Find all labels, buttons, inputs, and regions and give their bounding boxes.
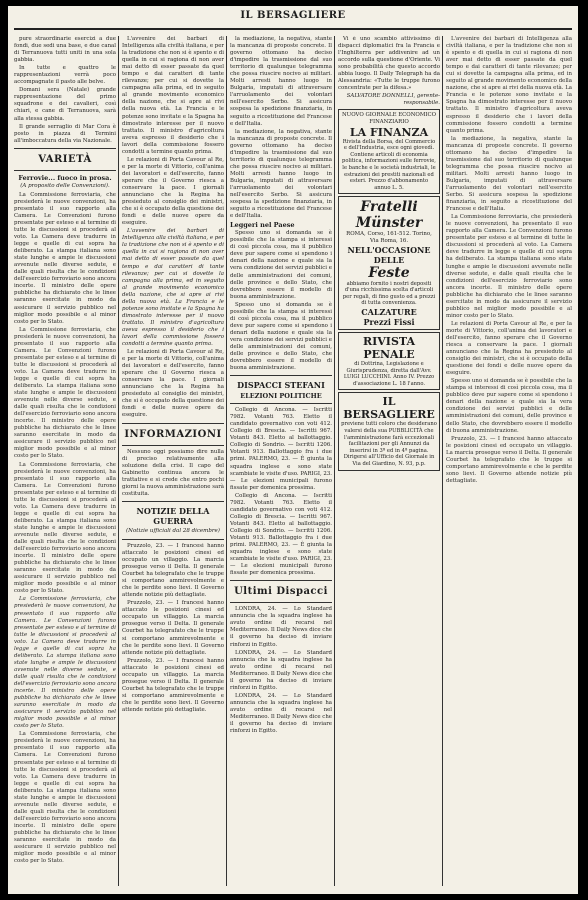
continuation-text: La Commissione ferroviaria, che presiederà le nuove convenzioni, ha presentato il suo rapporto alla Camera. Le Convenzioni furono presentate per esteso e al termine di tutte le discussioni si procederà al voto. La Camera deve tradurre in legge e quelle di cui sopra ha deliberato. La stampa italiana sono state lunghe e ampie le discussioni avvenute nelle diverse sedute, e dalle quali risulta che le condizioni dell'esercizio ferroviario sono ancora incerte. Il ministro delle opere pubbliche ha dichiarato che le linee saranno esercitate in modo da assicurare il servizio pubblico nel miglior modo possibile e al minor costo per lo Stato. [446, 214, 572, 319]
masthead-rule [14, 28, 572, 30]
article-body: la mediazione, la negativa, stante la mancanza di proposte concrete. Il governo ottomano ha deciso d'impedire la trasmissione dal suo territorio di qualunque telegramma che possa riuscire nocivo ai militari. Molti arresti hanno luogo in Bulgaria, imputati di attraversare l'arruolamento dei volontari nell'esercito Serbo. Si assicura sospesa la spedizione finanziaria, in seguito a ricostituzione del Francese e dell'Italia. [230, 36, 332, 127]
ad-rivista-penale [338, 332, 440, 390]
article-body-cont: L'avvenire dei barbari di Intelligenza alla civiltà italiana, e per la tradizione che non si è spento e di quella in cui si ragiona di non aver mai detto di esser passate da quel tempo e dai caratteri di tante rilevanze; per cui si dovette la campagna alla prima, ed in seguito al grande movimento economico della nazione, che si apre ai rivi della nuova età. La Francia e le potenze sono invitate e la Spagna ha dimostrato interesse per il nuovo trattato. Il ministro d'agricoltura aveva espresso il desiderio che i lavori della commissione fossero condotti a termine quanto prima. [122, 228, 224, 348]
section-divider [230, 580, 332, 603]
ad-body: abbiamo fornito i nostri depositi d'una ricchissima scelta d'articoli per regali, di fino gusto ed a prezzi di tutta convenienza. [342, 280, 436, 307]
article-paragraph: Domani sera (Natale) grande rappresentazione del primo squadrone e dei cavalieri, così chiari, e cane di Terranuova, sarà alla stessa gabbia. [14, 87, 116, 122]
article-body: L'avvenire dei barbari di Intelligenza alla civiltà italiana, e per la tradizione che non si è spento e di quella in cui si ragiona di non aver mai detto di esser passate da quel tempo e dai caratteri di tante rilevanze; per cui si dovette la campagna alla prima, ed in seguito al grande movimento economico della nazione, che si apre ai rivi della nuova età. La Francia e le potenze sono invitate e la Spagna ha dimostrato interesse per il nuovo trattato. Il ministro d'agricoltura aveva espresso il desiderio che i lavori della commissione fossero condotti a termine quanto prima. [122, 36, 224, 155]
varieta-heading: VARIETÀ [38, 153, 92, 165]
section-divider [230, 375, 332, 404]
continuation-text: Le relazioni di Porta Cavour al Re, e per la morte di Vittorio, coll'anima dei lavoratori e dell'esercito, fanno sperare che il Governo riesca a conservare la pace. I giornali annunciano che la Regina ha presieduto al consiglio dei ministri, che si è occupato della questione dei fondi e delle nuove opere da eseguire. [446, 320, 572, 377]
ad-product: CALZATURE [361, 306, 417, 317]
dispatch-subheading: ELEZIONI POLITICHE [240, 392, 322, 401]
column-3 [230, 36, 332, 886]
ad-body: Rivista della Borsa, del Commercio e dell'Industria, esce ogni giovedì. Contiene articoli di economia politica, informazioni sulle ferrovie, le banche e le società industriali, le estrazioni dei prestiti nazionali ed esteri. Prezzo d'abbonamento annuo L. 5. [342, 138, 436, 191]
note-body-cont: Spesso uno si domanda se è possibile che la stampa si interessi di così piccola cosa, ma il pubblico deve pur sapere come si spendono i denari della nazione e quale sia la vera condizione dei servizi pubblici e delle amministrazioni dei comuni, delle province e dello Stato, che dovrebbero essere il modello di buona amministrazione. [230, 301, 332, 372]
article-body: Le relazioni di Porta Cavour al Re, e per la morte di Vittorio, coll'anima dei lavoratori e dell'esercito, fanno sperare che il Governo riesca a conservare la pace. I giornali annunciano che la Regina ha presieduto al consiglio dei ministri, che si è occupato della questione dei fondi e delle nuove opere da eseguire. [122, 156, 224, 227]
article-paragraph: Il grande serraglio di Mar Cora è posto in piazza di Termini all'imboccatura della via Nazionale. [14, 123, 116, 144]
informazioni-heading: INFORMAZIONI [124, 428, 222, 440]
ad-il-bersagliere [338, 392, 440, 470]
ad-pre-title: NUOVO GIORNALE ECONOMICO FINANZIARIO [341, 112, 437, 126]
varieta-body: La Commissione ferroviaria, che presiederà le nuove convenzioni, ha presentato il suo rapporto alla Camera. Le Convenzioni furono presentate per esteso e al termine di tutte le discussioni si procederà al voto. La Camera deve tradurre in legge e quelle di cui sopra ha deliberato. La stampa italiana sono state lunghe e ampie le discussioni avvenute nelle diverse sedute, e dalle quali risulta che le condizioni dell'esercizio ferroviario sono ancora incerte. Il ministro delle opere pubbliche ha dichiarato che le linee saranno esercitate in modo da assicurare il servizio pubblico nel miglior modo possibile e al minor costo per lo Stato. [14, 191, 116, 325]
war-news-body: Pruzzolo, 23. — I francesi hanno attaccato le posizioni cinesi ed occupato un villaggio. La marcia prosegue verso il Delta. Il generale Courbet ha telegrafato che le truppe si comportano ammirevolmente e che le perdite sono lievi. Il Governo attende notizie più dettagliate. [122, 542, 224, 599]
war-news-body-cont: Pruzzolo, 23. — I francesi hanno attaccato le posizioni cinesi ed occupato un villaggio. La marcia prosegue verso il Delta. Il generale Courbet ha telegrafato che le truppe si comportano ammirevolmente e che le perdite sono lievi. Il Governo attende notizie più dettagliate. [122, 600, 224, 656]
ad-title: RIVISTA PENALE [362, 334, 416, 361]
continuation-text: L'avvenire dei barbari di Intelligenza alla civiltà italiana, e per la tradizione che non si è spento e di quella in cui si ragiona di non aver mai detto di esser passate da quel tempo e dai caratteri di tante rilevanze; per cui si dovette la campagna alla prima, ed in seguito al grande movimento economico della nazione, che si apre ai rivi della nuova età. La Francia e le potenze sono invitate e la Spagna ha dimostrato interesse per il nuovo trattato. Il ministro d'agricoltura aveva espresso il desiderio che i lavori della commissione fossero condotti a termine quanto prima. [446, 36, 572, 134]
section-divider [122, 501, 224, 540]
article-body-cont: Le relazioni di Porta Cavour al Re, e per la morte di Vittorio, coll'anima dei lavoratori e dell'esercito, fanno sperare che il Governo riesca a conservare la pace. I giornali annunciano che la Regina ha presieduto al consiglio dei ministri, che si è occupato della questione dei fondi e delle nuove opere da eseguire. [122, 349, 224, 419]
varieta-body-cont: La Commissione ferroviaria, che presiederà le nuove convenzioni, ha presentato il suo rapporto alla Camera. Le Convenzioni furono presentate per esteso e al termine di tutte le discussioni si procederà al voto. La Camera deve tradurre in legge e quelle di cui sopra ha deliberato. La stampa italiana sono state lunghe e ampie le discussioni avvenute nelle diverse sedute, e dalle quali risulta che le condizioni dell'esercizio ferroviario sono ancora incerte. Il ministro delle opere pubbliche ha dichiarato che le linee saranno esercitate in modo da assicurare il servizio pubblico nel miglior modo possibile e al minor costo per lo Stato. [14, 731, 116, 865]
dispatch-heading: DISPACCI STEFANI [237, 380, 325, 391]
newspaper-page [8, 6, 578, 894]
war-news-body-cont: Pruzzolo, 23. — I francesi hanno attaccato le posizioni cinesi ed occupato un villaggio. La marcia prosegue verso il Delta. Il generale Courbet ha telegrafato che le truppe si comportano ammirevolmente e che le perdite sono lievi. Il Governo attende notizie più dettagliate. [122, 657, 224, 713]
ad-feste: Feste [368, 264, 410, 281]
section-divider [14, 148, 116, 171]
article-intro: pure straordinarie esercizi a due fondi, due sedi una base, e due canal di Terranuova tutti uniti in una sola gabbia. [14, 36, 116, 64]
varieta-note: (A proposito delle Convenzioni). [20, 182, 110, 189]
continuation-text: Spesso uno si domanda se è possibile che la stampa si interessi di così piccola cosa, ma il pubblico deve pur sapere come si spendono i denari della nazione e quale sia la vera condizione dei servizi pubblici e delle amministrazioni dei comuni, delle province e dello Stato, che dovrebbero essere il modello di buona amministrazione. [446, 378, 572, 434]
column-1 [14, 36, 116, 886]
column-divider [442, 36, 443, 886]
ultimi-body-cont: LONDRA, 24. — Lo Standard annuncia che la squadra inglese ha avuto ordine di recarsi nel Mediterraneo. Il Daily News dice che il governo ha deciso di inviare rinforzi in Egitto. [230, 649, 332, 691]
ad-fratelli-munster [338, 196, 440, 330]
continuation-text: Pruzzolo, 23. — I francesi hanno attaccato le posizioni cinesi ed occupato un villaggio. La marcia prosegue verso il Delta. Il generale Courbet ha telegrafato che le truppe si comportano ammirevolmente e che le perdite sono lievi. Il Governo attende notizie più dettagliate. [446, 435, 572, 484]
informazioni-body: Nessuno oggi possiamo dire nulla di preciso relativamente alla soluzione della crisi. Il capo del Gabinetto continua ancora le trattative e si crede che entro pochi giorni la nuova amministrazione sarà costituita. [122, 448, 224, 497]
war-news-heading: NOTIZIE DELLA GUERRA [136, 505, 210, 526]
varieta-body-cont: La Commissione ferroviaria, che presiederà le nuove convenzioni, ha presentato il suo rapporto alla Camera. Le Convenzioni furono presentate per esteso e al termine di tutte le discussioni si procederà al voto. La Camera deve tradurre in legge e quelle di cui sopra ha deliberato. La stampa italiana sono state lunghe e ampie le discussioni avvenute nelle diverse sedute, e dalle quali risulta che le condizioni dell'esercizio ferroviario sono ancora incerte. Il ministro delle opere pubbliche ha dichiarato che le linee saranno esercitate in modo da assicurare il servizio pubblico nel miglior modo possibile e al minor costo per lo Stato. [14, 326, 116, 460]
ad-prices: Prezzi Fissi [363, 316, 415, 327]
continuation-text: la mediazione, la negativa, stante la mancanza di proposte concrete. Il governo ottomano ha deciso d'impedire la trasmissione dal suo territorio di qualunque telegramma che possa riuscire nocivo ai militari. Molti arresti hanno luogo in Bulgaria, imputati di attraversare l'arruolamento dei volontari nell'esercito Serbo. Si assicura sospesa la spedizione finanziaria, in seguito a ricostituzione del Francese e dell'Italia. [446, 135, 572, 213]
masthead [8, 6, 578, 34]
note-heading: Leggeri nel Paese [230, 221, 295, 230]
ad-title: IL BERSAGLIERE [343, 395, 435, 422]
ad-title: LA FINANZA [349, 125, 429, 139]
varieta-subheading: Ferrovie... fuoco in prosa. [18, 173, 112, 182]
ad-title: Fratelli Münster [355, 199, 423, 232]
column-divider [334, 36, 335, 886]
article-paragraph: In tutte e quattro le rappresentazioni verrà poco accompagnate il pasto alle belve. [14, 65, 116, 86]
article-body-cont: la mediazione, la negativa, stante la mancanza di proposte concrete. Il governo ottomano ha deciso d'impedire la trasmissione dal suo territorio di qualunque telegramma che possa riuscire nocivo ai militari. Molti arresti hanno luogo in Bulgaria, imputati di attraversare l'arruolamento dei volontari nell'esercito Serbo. Si assicura sospesa la spedizione finanziaria, in seguito a ricostituzione del Francese e dell'Italia. [230, 128, 332, 220]
dispatch-body: Collegio di Ancona. — Iscritti 7982. Votanti 763. Eletto il candidato governativo con voti 412. Collegio di Brescia. — Iscritti 967. Votanti 843. Eletto al ballottaggio. Collegio di Sondrio. — Iscritti 1206. Votanti 913. Ballottaggio fra i due primi. PALERMO, 23. — È giunta la squadra inglese e sono state scambiate le visite d'uso. PARIGI, 23. — Le elezioni municipali furono fissate per domenica prossima. [230, 407, 332, 491]
dispatch-body-cont: Collegio di Ancona. — Iscritti 7982. Votanti 763. Eletto il candidato governativo con voti 412. Collegio di Brescia. — Iscritti 967. Votanti 843. Eletto al ballottaggio. Collegio di Sondrio. — Iscritti 1206. Votanti 913. Ballottaggio fra i due primi. PALERMO, 23. — È giunta la squadra inglese e sono state scambiate le visite d'uso. PARIGI, 23. — Le elezioni municipali furono fissate per domenica prossima. [230, 492, 332, 577]
masthead-title: IL BERSAGLIERE [240, 10, 346, 21]
column-4 [338, 36, 440, 886]
varieta-body-cont: La Commissione ferroviaria, che presiederà le nuove convenzioni, ha presentato il suo rapporto alla Camera. Le Convenzioni furono presentate per esteso e al termine di tutte le discussioni si procederà al voto. La Camera deve tradurre in legge e quelle di cui sopra ha deliberato. La stampa italiana sono state lunghe e ampie le discussioni avvenute nelle diverse sedute, e dalle quali risulta che le condizioni dell'esercizio ferroviario sono ancora incerte. Il ministro delle opere pubbliche ha dichiarato che le linee saranno esercitate in modo da assicurare il servizio pubblico nel miglior modo possibile e al minor costo per lo Stato. [14, 461, 116, 595]
column-5 [446, 36, 572, 886]
ultimi-body-cont: LONDRA, 24. — Lo Standard annuncia che la squadra inglese ha avuto ordine di recarsi nel Mediterraneo. Il Daily News dice che il governo ha deciso di inviare rinforzi in Egitto. [230, 692, 332, 735]
ad-address: ROMA, Corso, 161-512. Torino, Via Roma, 16. [346, 231, 432, 244]
note-body: Spesso uno si domanda se è possibile che la stampa si interessi di così piccola cosa, ma il pubblico deve pur sapere come si spendono i denari della nazione e quale sia la vera condizione dei servizi pubblici e delle amministrazioni dei comuni, delle province e dello Stato, che dovrebbero essere il modello di buona amministrazione. [230, 230, 332, 300]
article-body: Vi è uno scambio attivissimo di dispacci diplomatici fra la Francia e l'Inghilterra per addivenire ad un accordo sulla questione d'Oriente. Vi sono probabilità che questo accordo abbia luogo. Il Daily Telegraph ha da Alessandria: «Tutte le truppe furono concentrate per la difesa.» [338, 36, 440, 92]
column-divider [118, 36, 119, 886]
ultimi-body: LONDRA, 24. — Lo Standard annuncia che la squadra inglese ha avuto ordine di recarsi nel Mediterraneo. Il Daily News dice che il governo ha deciso di inviare rinforzi in Egitto. [230, 606, 332, 648]
signature: SALVATORE DONNELLI, gerente-responsabile. [346, 93, 440, 107]
war-news-sub: (Notizie ufficiali dal 28 dicembre) [126, 527, 220, 534]
column-divider [226, 36, 227, 886]
varieta-body-cont: La Commissione ferroviaria, che presiederà le nuove convenzioni, ha presentato il suo rapporto alla Camera. Le Convenzioni furono presentate per esteso e al termine di tutte le discussioni si procederà al voto. La Camera deve tradurre in legge e quelle di cui sopra ha deliberato. La stampa italiana sono state lunghe e ampie le discussioni avvenute nelle diverse sedute, e dalle quali risulta che le condizioni dell'esercizio ferroviario sono ancora incerte. Il ministro delle opere pubbliche ha dichiarato che le linee saranno esercitate in modo da assicurare il servizio pubblico nel miglior modo possibile e al minor costo per lo Stato. [14, 596, 116, 730]
ad-occasion: NELL'OCCASIONE DELLE [347, 244, 431, 265]
ad-la-finanza [338, 109, 440, 194]
section-divider [122, 423, 224, 446]
column-2 [122, 36, 224, 886]
ad-body: di Dottrina, Legislazione e Giurisprudenza, diretta dall'Avv. LUIGI LUCCHINI. Anno IV. Prezzo d'associazione L. 18 l'anno. [343, 360, 435, 387]
ultimi-heading: Ultimi Dispacci [234, 586, 328, 598]
ad-body: previene tutti coloro che desiderano valersi della sua PUBBLICITÀ che l'amministrazione farà eccezionali facilitazioni per gli Annunzi da inserirsi in 3ª ed in 4ª pagina. Dirigersi all'Ufficio del Giornale in Via del Giardino, N. 93, p.p. [341, 421, 437, 467]
